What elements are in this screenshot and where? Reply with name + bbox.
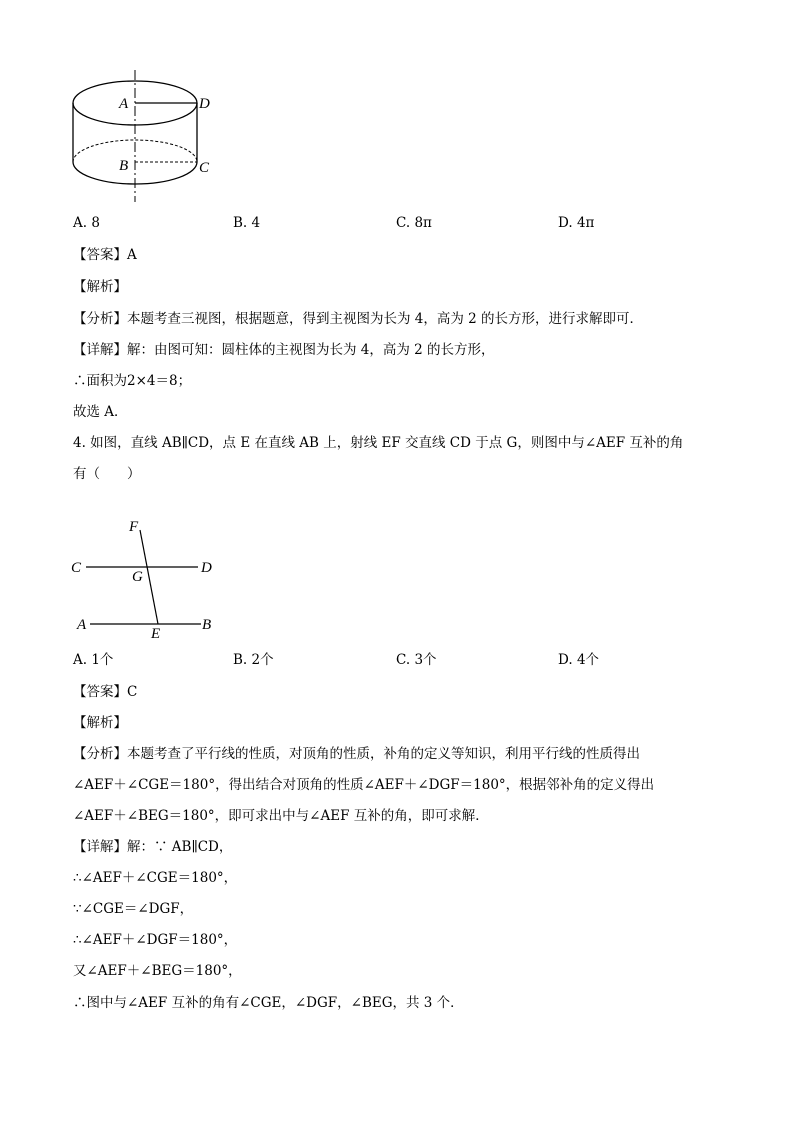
label-e: E [151,626,161,642]
q3-xiangjie: 【详解】解：由图可知：圆柱体的主视图为长为 4，高为 2 的长方形， [73,342,495,358]
q3-answer: 【答案】A [73,247,137,263]
q4-fenxi-line2: ∠AEF＋∠CGE＝180°，得出结合对顶角的性质∠AEF＋∠DGF＝180°，根据邻补角的定义得出 [73,777,655,793]
q4-option-b: B. 2个 [233,652,274,668]
q3-option-a: A. 8 [73,215,100,231]
q4-answer: 【答案】C [73,684,138,700]
q3-choose: 故选 A． [73,404,128,420]
q3-area: ∴面积为2×4＝8； [73,373,192,389]
label-b: B [202,617,212,633]
cylinder-figure [60,66,230,206]
q4-step-6: ∴图中与∠AEF 互补的角有∠CGE，∠DGF，∠BEG，共 3 个． [73,995,464,1011]
q4-step-3: ∵∠CGE＝∠DGF， [73,901,194,917]
label-c: C [71,560,82,576]
q4-stem-line2: 有（ ） [73,466,141,482]
q3-analysis-label: 【解析】 [73,279,127,295]
q3-fenxi: 【分析】本题考查三视图，根据题意，得到主视图为长为 4，高为 2 的长方形，进行求解即可． [73,311,644,327]
label-f: F [129,519,139,535]
label-d: D [199,96,210,112]
q4-option-a: A. 1个 [73,652,114,668]
q4-option-d: D. 4个 [558,652,600,668]
q4-step-1: 【详解】解：∵ AB∥CD， [73,839,233,855]
q4-fenxi-line3: ∠AEF＋∠BEG＝180°，即可求出中与∠AEF 互补的角，即可求解． [73,808,489,824]
q4-option-c: C. 3个 [396,652,437,668]
q4-analysis-label: 【解析】 [73,715,127,731]
label-c: C [199,160,210,176]
label-a: A [77,617,87,633]
q3-option-d: D. 4π [558,215,595,231]
q4-fenxi-line1: 【分析】本题考查了平行线的性质，对顶角的性质，补角的定义等知识，利用平行线的性质得出 [73,746,640,762]
q4-step-2: ∴∠AEF＋∠CGE＝180°， [73,870,238,886]
parallel-lines-figure [68,516,228,644]
label-g: G [132,569,143,585]
q4-step-4: ∴∠AEF＋∠DGF＝180°， [73,932,238,948]
label-b: B [119,158,129,174]
q3-option-c: C. 8π [396,215,432,231]
q4-stem-line1: 4. 如图，直线 AB∥CD，点 E 在直线 AB 上，射线 EF 交直线 CD 于点 G，则图中与∠AEF 互补的角 [73,435,684,451]
label-d: D [201,560,212,576]
q3-option-b: B. 4 [233,215,261,231]
q4-step-5: 又∠AEF＋∠BEG＝180°， [73,963,242,979]
label-a: A [119,96,129,112]
